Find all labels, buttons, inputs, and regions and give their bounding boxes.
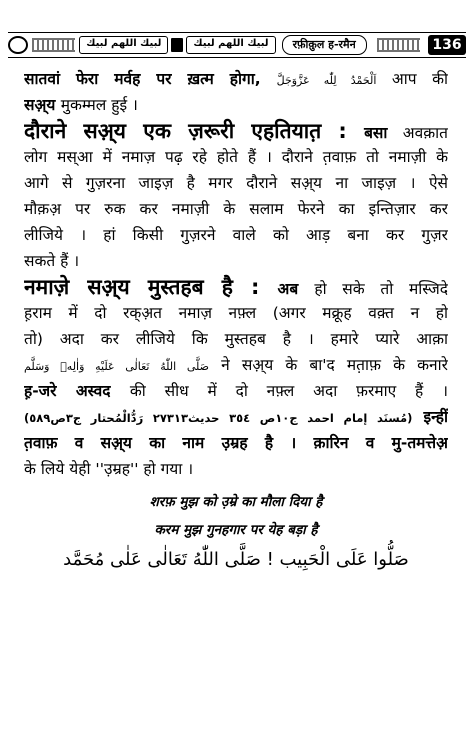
text-segment: अवक़ात xyxy=(402,124,448,142)
text-line xyxy=(24,248,448,274)
text-line xyxy=(24,274,448,300)
kaaba-icon xyxy=(171,38,183,52)
text-line xyxy=(24,118,448,144)
text-segment: आप की xyxy=(376,70,448,88)
section-heading: दौराने सअ़्य एक ज़रूरी एहतियात़ : xyxy=(24,119,365,143)
text-line xyxy=(24,300,448,326)
text-line xyxy=(24,430,448,456)
text-segment: लीजिये । हां किसी गुज़रने वाले को आड़ बना कर गुज़र xyxy=(24,226,448,244)
header-row xyxy=(8,35,466,55)
text-segment: मौक़अ़ पर रुक कर नमाज़ी के सलाम फेरने का इन्तिज़ार कर xyxy=(24,200,448,218)
text-segment: अब xyxy=(277,280,315,298)
text-segment: के लिये येही ''उ़म्रह'' हो गया । xyxy=(24,460,194,478)
text-line xyxy=(24,326,448,352)
text-segment: हो सके तो मस्जिदे xyxy=(314,280,448,298)
decorative-border-right xyxy=(377,38,420,52)
text-segment: मुकम्मल हुई । xyxy=(60,96,138,114)
arabic-phrase: اَلْحَمْدُ لِلّٰه عَزَّوَجَلَّ xyxy=(276,74,377,87)
text-line xyxy=(24,144,448,170)
page-body xyxy=(24,66,448,576)
text-segment: ह़-जरे अस्वद xyxy=(24,382,130,400)
ribbon-label: لبيك اللهم لبيك xyxy=(79,36,168,54)
darood-line: صَلُّوا عَلَى الْحَبِيب ! صَلَّى اللّٰهُ تَعَالٰى عَلٰى مُحَمَّد xyxy=(63,549,409,570)
decorative-border xyxy=(32,38,75,52)
header-bottom-rule xyxy=(8,57,466,58)
page-number: 136 xyxy=(428,35,466,55)
couplet-line: करम मुझ गुनहगार पर येह बड़ा है xyxy=(154,522,318,538)
text-line xyxy=(24,92,448,118)
arabic-phrase: صَلَّى اللّٰهُ تَعَالٰى عَلَيْهِ وَاٰلِهٖ وَسَلَّم xyxy=(24,360,210,373)
text-line xyxy=(24,352,448,378)
couplet-line: शरफ़ मुझ को उ़म्रे का मौला दिया है xyxy=(149,494,323,510)
text-line xyxy=(24,66,448,92)
page-title: रफ़ीक़ुल ह-रमैन xyxy=(282,35,367,55)
text-line xyxy=(24,456,448,482)
text-segment: बसा xyxy=(364,124,403,142)
text-line xyxy=(24,404,448,430)
text-segment: की सीध में दो नफ़्ल अदा फ़रमाए हैं । xyxy=(129,382,448,400)
text-segment: आगे से गुज़रना जाइज़ है मगर दौराने सअ़्य ना जाइज़ । ऐसे xyxy=(24,174,448,192)
text-segment: सअ़्य xyxy=(24,96,61,114)
text-line xyxy=(24,222,448,248)
text-segment: ने सअ़्य के बा'द मत़ाफ़ के कनारे xyxy=(209,356,448,374)
text-line xyxy=(24,170,448,196)
header-top-rule xyxy=(8,32,466,33)
text-segment: इन्हीं xyxy=(412,408,448,426)
text-segment: त़वाफ़ व सअ़्य का नाम उ़म्रह है । क़ारिन व मु-तमत्तेअ़ xyxy=(24,434,448,452)
text-segment: सकते हैं । xyxy=(24,252,80,270)
section-heading: नमाज़े सअ़्य मुस्तहब है : xyxy=(24,275,278,299)
ornament-icon xyxy=(8,36,28,54)
ribbon-label-2: لبيك اللهم لبيك xyxy=(186,36,275,54)
text-segment: सातवां फेरा मर्वह पर ख़त्म होगा, xyxy=(24,70,277,88)
reference-citation: (مُسنَد إمام احمد ج١٠ص ٣٥٤ حديث٢٧٣١٣ رَدُّالْمُحتار ج٣ص٥٨٩) xyxy=(24,411,413,425)
text-segment: ह़राम में दो रक्अ़त नमाज़ नफ़्ल (अगर मक्रूह वक़्त न हो xyxy=(24,304,448,322)
text-segment: तो) अदा कर लीजिये कि मुस्तहब है । हमारे प्यारे आक़ा xyxy=(24,330,448,348)
page-header xyxy=(8,32,466,58)
text-line xyxy=(24,378,448,404)
text-line xyxy=(24,196,448,222)
text-segment: लोग मस्आ में नमाज़ पढ़ रहे होते हैं । दौराने त़वाफ़ तो नमाज़ी के xyxy=(24,148,448,166)
